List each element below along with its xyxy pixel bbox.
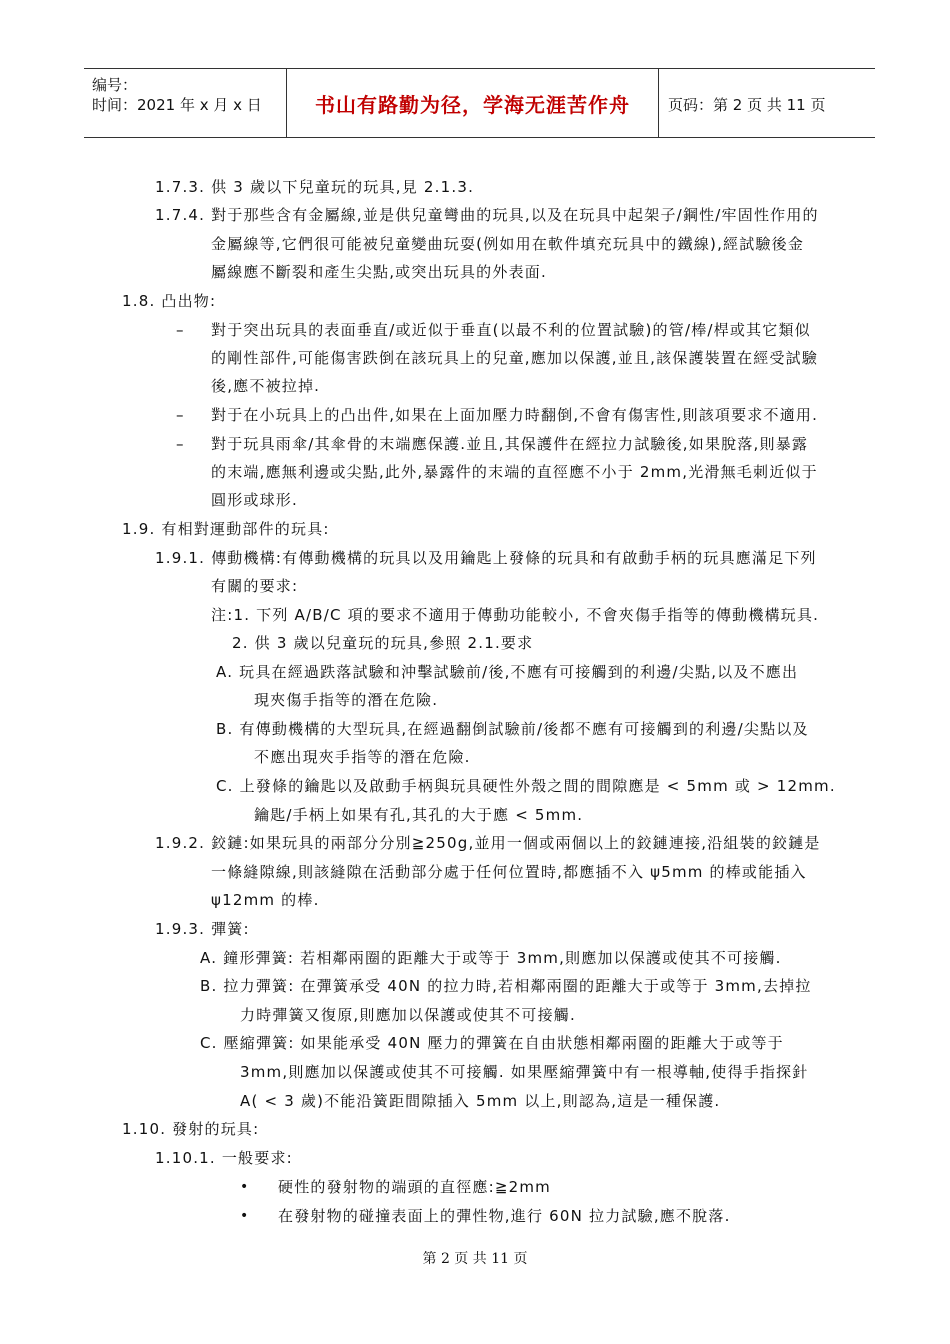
text-line: 1.7.3. 供 3 歲以下兒童玩的玩具,見 2.1.3.	[155, 178, 475, 196]
dash-marker: –	[176, 435, 184, 453]
text-line: 後,應不被拉掉.	[211, 377, 321, 395]
text-line: 對于在小玩具上的凸出件,如果在上面加壓力時翻倒,不會有傷害性,則該項要求不適用.	[211, 406, 819, 424]
text-line: 圓形或球形.	[211, 491, 298, 509]
dash-marker: –	[176, 406, 184, 424]
text-line: C. 上發條的鑰匙以及啟動手柄與玩具硬性外殼之間的間隙應是 < 5mm 或 > 12mm.	[216, 777, 836, 795]
page-footer: 第 2 页 共 11 页	[422, 1251, 528, 1267]
header-motto: 书山有路勤为径，学海无涯苦作舟	[315, 93, 630, 117]
time-label: 时间：2021 年 x 月 x 日	[92, 96, 262, 114]
text-line: B. 有傳動機構的大型玩具,在經過翻倒試驗前/後都不應有可接觸到的利邊/尖點以及	[216, 720, 809, 738]
section-heading: 1.8. 凸出物:	[122, 292, 217, 310]
text-line: 現夾傷手指等的潛在危險.	[254, 691, 439, 709]
header-left-cell	[92, 75, 262, 115]
text-line: 鑰匙/手柄上如果有孔,其孔的大于應 < 5mm.	[254, 806, 584, 824]
text-line: 1.9.2. 鉸鏈:如果玩具的兩部分分別≧250g,並用一個或兩個以上的鉸鏈連接,沿組裝的鉸鏈是	[155, 834, 821, 852]
section-heading: 1.10. 發射的玩具:	[122, 1120, 260, 1138]
text-line: A. 鐘形彈簧: 若相鄰兩圈的距離大于或等于 3mm,則應加以保護或使其不可接觸.	[200, 949, 782, 967]
text-line: B. 拉力彈簧: 在彈簧承受 40N 的拉力時,若相鄰兩圈的距離大于或等于 3mm,去掉拉	[200, 977, 812, 995]
text-line: 1.10.1. 一般要求:	[155, 1149, 293, 1167]
text-line: 一條縫隙線,則該縫隙在活動部分處于任何位置時,都應插不入 ψ5mm 的棒或能插入	[211, 863, 807, 881]
text-line: 對于突出玩具的表面垂直/或近似于垂直(以最不利的位置試驗)的管/棒/桿或其它類似	[211, 321, 811, 339]
text-line: 力時彈簧又復原,則應加以保護或使其不可接觸.	[240, 1006, 576, 1024]
text-line: 對于玩具雨傘/其傘骨的末端應保護.並且,其保護件在經拉力試驗後,如果脫落,則暴露	[211, 435, 809, 453]
text-line: 在發射物的碰撞表面上的彈性物,進行 60N 拉力試驗,應不脫落.	[278, 1207, 731, 1225]
bullet-marker: •	[240, 1208, 249, 1224]
note-line: 2. 供 3 歲以兒童玩的玩具,參照 2.1.要求	[232, 634, 534, 652]
page-header	[84, 68, 875, 138]
header-divider	[658, 69, 659, 137]
text-line: A. 玩具在經過跌落試驗和沖擊試驗前/後,不應有可接觸到的利邊/尖點,以及不應出	[216, 663, 799, 681]
text-line: 的剛性部件,可能傷害跌倒在該玩具上的兒童,應加以保護,並且,該保護裝置在經受試驗	[211, 349, 819, 367]
text-line: A( < 3 歲)不能沿簧距間隙插入 5mm 以上,則認為,這是一種保護.	[240, 1092, 721, 1110]
text-line: 硬性的發射物的端頭的直徑應:≧2mm	[278, 1178, 551, 1196]
text-line: C. 壓縮彈簧: 如果能承受 40N 壓力的彈簧在自由狀態相鄰兩圈的距離大于或等于	[200, 1034, 784, 1052]
text-line: 有關的要求:	[211, 577, 299, 595]
text-line: 金屬線等,它們很可能被兒童變曲玩耍(例如用在軟件填充玩具中的鐵線),經試驗後金	[211, 235, 805, 253]
text-line: ψ12mm 的棒.	[211, 891, 320, 909]
text-line: 1.9.1. 傳動機構:有傳動機構的玩具以及用鑰匙上發條的玩具和有啟動手柄的玩具應滿足下列	[155, 549, 817, 567]
text-line: 3mm,則應加以保護或使其不可接觸. 如果壓縮彈簧中有一根導軸,使得手指探針	[240, 1063, 809, 1081]
text-line: 1.7.4. 對于那些含有金屬線,並是供兒童彎曲的玩具,以及在玩具中起架子/鋼性/牢固性作用的	[155, 206, 819, 224]
text-line: 的末端,應無利邊或尖點,此外,暴露件的末端的直徑應不小于 2mm,光滑無毛刺近似于	[211, 463, 818, 481]
page-code: 页码：第 2 页 共 11 页	[668, 96, 826, 114]
note-line: 注:1. 下列 A/B/C 項的要求不適用于傳動功能較小, 不會夾傷手指等的傳動機構玩具.	[211, 606, 820, 624]
dash-marker: –	[176, 321, 184, 339]
section-heading: 1.9. 有相對運動部件的玩具:	[122, 520, 330, 538]
text-line: 1.9.3. 彈簧:	[155, 920, 250, 938]
text-line: 屬線應不斷裂和產生尖點,或突出玩具的外表面.	[211, 263, 547, 281]
text-line: 不應出現夾手指等的潛在危險.	[254, 748, 471, 766]
bullet-marker: •	[240, 1179, 249, 1195]
number-label: 编号：	[92, 76, 138, 94]
